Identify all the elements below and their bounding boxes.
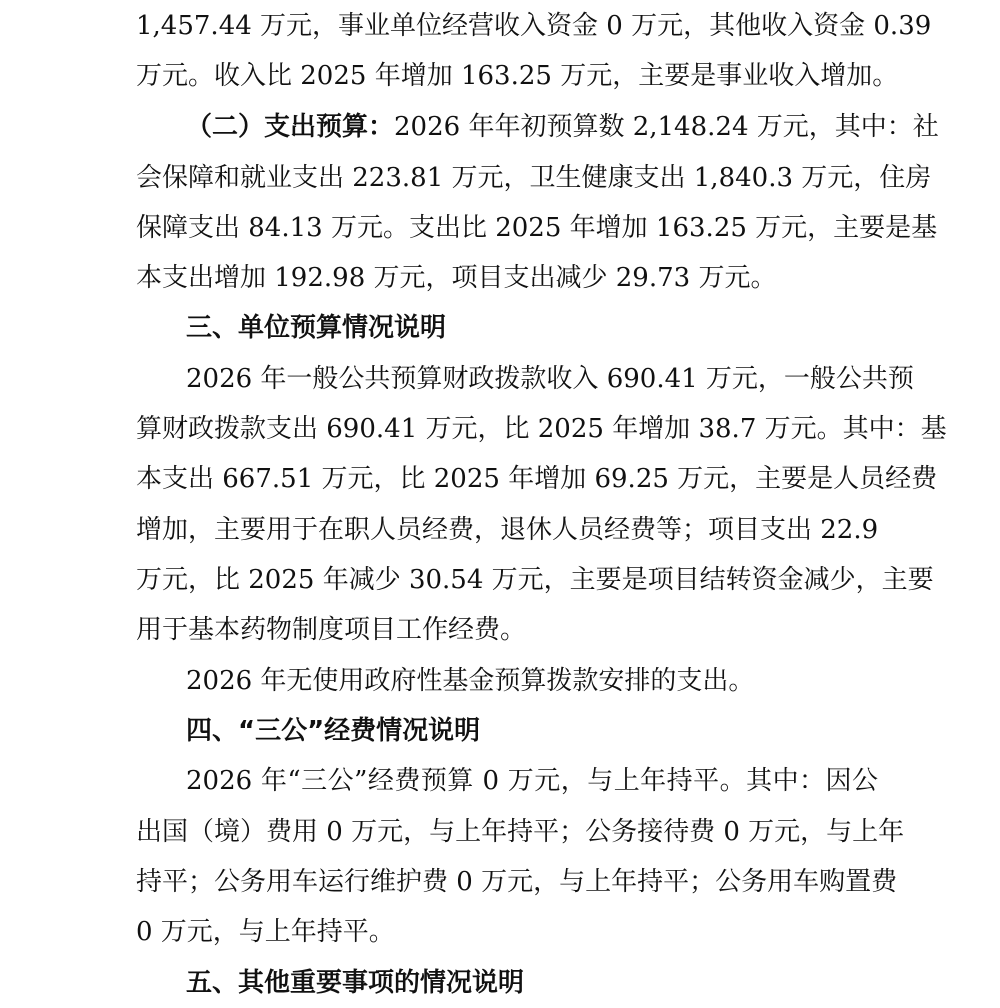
expenditure-label: （二）支出预算： — [186, 112, 395, 142]
paragraph-fund-line: 2026 年无使用政府性基金预算拨款安排的支出。 — [186, 666, 755, 696]
paragraph-expenditure-line: 本支出增加 192.98 万元，项目支出减少 29.73 万元。 — [136, 263, 777, 293]
paragraph-income-line: 1,457.44 万元，事业单位经营收入资金 0 万元，其他收入资金 0.39 — [136, 11, 932, 41]
paragraph-unit-budget-line: 万元，比 2025 年减少 30.54 万元，主要是项目结转资金减少，主要 — [136, 565, 934, 595]
paragraph-income-line: 万元。收入比 2025 年增加 163.25 万元，主要是事业收入增加。 — [136, 61, 899, 91]
paragraph-three-public-line: 持平；公务用车运行维护费 0 万元，与上年持平；公务用车购置费 — [136, 867, 898, 897]
paragraph-unit-budget-line: 用于基本药物制度项目工作经费。 — [136, 615, 527, 645]
paragraph-three-public-line: 出国（境）费用 0 万元，与上年持平；公务接待费 0 万元，与上年 — [136, 817, 905, 847]
expenditure-text: 2026 年年初预算数 2,148.24 万元，其中：社 — [394, 112, 939, 142]
paragraph-unit-budget-line: 2026 年一般公共预算财政拨款收入 690.41 万元，一般公共预 — [186, 364, 914, 394]
paragraph-three-public-line: 0 万元，与上年持平。 — [136, 917, 395, 947]
paragraph-three-public-line: 2026 年“三公”经费预算 0 万元，与上年持平。其中：因公 — [186, 766, 878, 796]
section-heading: 五、其他重要事项的情况说明 — [186, 968, 525, 998]
paragraph-unit-budget-line: 增加，主要用于在职人员经费，退休人员经费等；项目支出 22.9 — [136, 515, 879, 545]
section-heading: 三、单位预算情况说明 — [186, 313, 447, 343]
section-heading: 四、“三公”经费情况说明 — [186, 716, 481, 746]
paragraph-expenditure-line: 保障支出 84.13 万元。支出比 2025 年增加 163.25 万元，主要是基 — [136, 213, 938, 243]
paragraph-expenditure-line — [186, 111, 939, 143]
paragraph-unit-budget-line: 本支出 667.51 万元，比 2025 年增加 69.25 万元，主要是人员经费 — [136, 464, 938, 494]
paragraph-unit-budget-line: 算财政拨款支出 690.41 万元，比 2025 年增加 38.7 万元。其中：基 — [136, 414, 947, 444]
paragraph-expenditure-line: 会保障和就业支出 223.81 万元，卫生健康支出 1,840.3 万元，住房 — [136, 163, 932, 193]
